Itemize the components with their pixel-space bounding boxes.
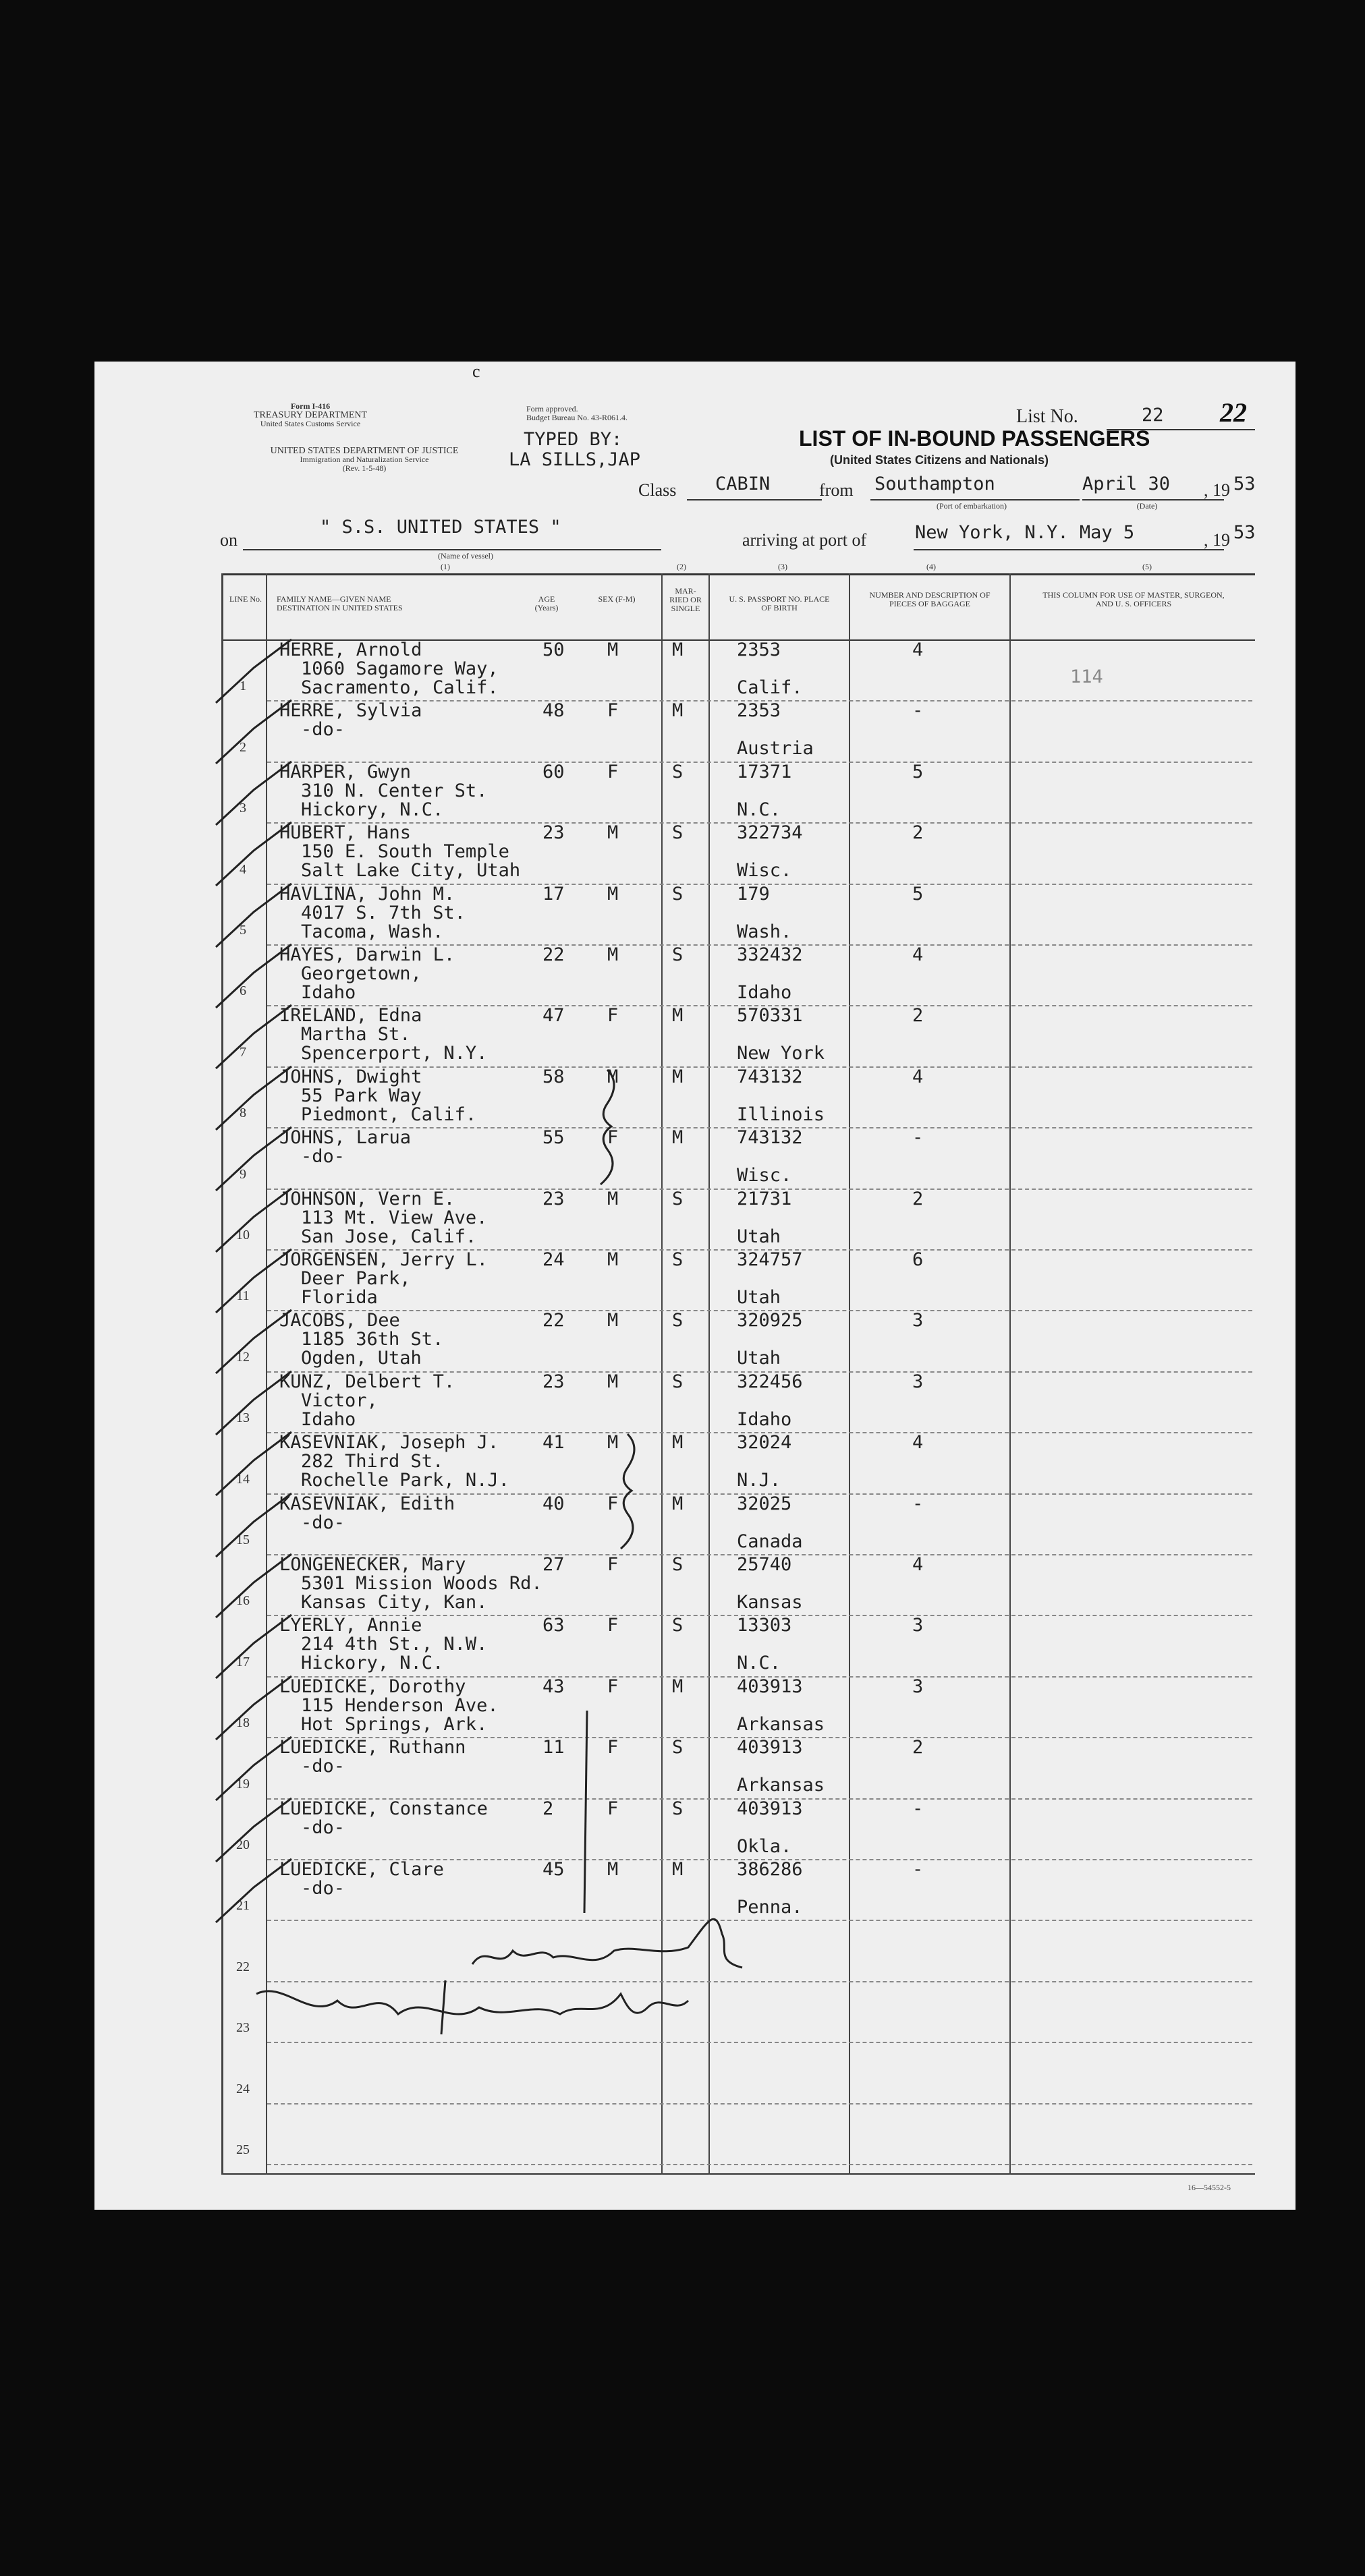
passport-number: 32025 [737, 1493, 792, 1514]
destination-street: Georgetown, [301, 963, 422, 984]
passenger-name: LONGENECKER, Mary [279, 1554, 466, 1575]
passenger-sex: M [607, 1310, 619, 1332]
arrival-year: 53 [1233, 522, 1256, 543]
destination-city: Sacramento, Calif. [301, 677, 499, 698]
passenger-age: 48 [542, 700, 565, 722]
place-of-birth: Wisc. [737, 860, 792, 882]
destination-city: Hot Springs, Ark. [301, 1713, 488, 1735]
form-approved: Form approved. [526, 404, 578, 413]
passenger-age: 23 [542, 1188, 565, 1209]
departure-date: April 30 [1082, 474, 1171, 494]
destination-street: 214 4th St., N.W. [301, 1634, 488, 1655]
destination-city: Hickory, N.C. [301, 799, 444, 820]
passenger-name: LYERLY, Annie [279, 1615, 422, 1636]
place-of-birth: New York [737, 1043, 825, 1064]
on-label: on [220, 530, 238, 550]
passenger-sex: F [607, 1737, 619, 1758]
passport-number: 743132 [737, 1066, 803, 1087]
line-number: 25 [236, 2142, 250, 2157]
baggage-count: 3 [912, 1371, 924, 1392]
line-number: 8 [240, 1106, 246, 1121]
destination-city: Kansas City, Kan. [301, 1592, 488, 1613]
list-no-value: 22 [1142, 405, 1164, 426]
passport-number: 13303 [737, 1615, 792, 1636]
passenger-name: HUBERT, Hans [279, 822, 412, 844]
passenger-age: 22 [542, 1310, 565, 1332]
passenger-sex: F [607, 1615, 619, 1636]
marital-status: S [672, 822, 684, 844]
marital-status: S [672, 1371, 684, 1392]
line-number: 22 [236, 1959, 250, 1974]
list-no-handwritten: 22 [1220, 397, 1247, 428]
place-of-birth: Wash. [737, 921, 792, 942]
passenger-sex: M [607, 1859, 619, 1880]
marital-status: S [672, 1798, 684, 1819]
baggage-count: 6 [912, 1249, 924, 1270]
passport-number: 2353 [737, 639, 781, 660]
typed-by-value: LA SILLS,JAP [509, 449, 641, 470]
passenger-sex: F [607, 761, 619, 782]
passenger-name: LUEDICKE, Dorothy [279, 1676, 466, 1697]
place-of-birth: N.C. [737, 799, 781, 820]
line-number: 14 [236, 1471, 250, 1487]
baggage-count: 4 [912, 1432, 924, 1454]
passenger-age: 24 [542, 1249, 565, 1270]
place-of-birth: Idaho [737, 982, 792, 1003]
destination-street: 5301 Mission Woods Rd. [301, 1573, 542, 1594]
place-of-birth: Austria [737, 738, 814, 760]
baggage-count: 2 [912, 822, 924, 844]
passenger-sex: M [607, 1066, 619, 1087]
passenger-sex: M [607, 1371, 619, 1392]
place-of-birth: N.C. [737, 1653, 781, 1674]
passenger-name: LUEDICKE, Clare [279, 1859, 444, 1880]
baggage-count: 4 [912, 1554, 924, 1575]
baggage-count: 5 [912, 883, 924, 905]
passenger-age: 17 [542, 883, 565, 905]
passenger-name: HAVLINA, John M. [279, 883, 455, 905]
line-number: 5 [240, 923, 246, 938]
passenger-sex: M [607, 944, 619, 965]
baggage-count: - [912, 1493, 924, 1514]
passenger-sex: M [607, 639, 619, 660]
column-header-age: AGE (Years) [534, 594, 559, 612]
destination-street: 282 Third St. [301, 1451, 444, 1472]
destination-street: 115 Henderson Ave. [301, 1694, 499, 1716]
passenger-sex: F [607, 1127, 619, 1149]
line-number: 18 [236, 1715, 250, 1731]
passenger-sex: F [607, 1005, 619, 1027]
destination-city: Spencerport, N.Y. [301, 1043, 488, 1064]
passenger-sex: M [607, 1432, 619, 1454]
line-number: 3 [240, 801, 246, 816]
place-of-birth: Okla. [737, 1835, 792, 1857]
passenger-age: 45 [542, 1859, 565, 1880]
column-header-name: FAMILY NAME—GIVEN NAME DESTINATION IN UNITED STATES [277, 594, 403, 612]
marital-status: S [672, 1737, 684, 1758]
handwritten-brackets [94, 362, 1296, 2210]
line-number: 19 [236, 1776, 250, 1792]
passenger-age: 50 [542, 639, 565, 660]
destination-street: -do- [301, 719, 345, 741]
line-number: 20 [236, 1837, 250, 1852]
departure-year-prefix: , 19 [1204, 480, 1230, 500]
passenger-name: JOHNSON, Vern E. [279, 1188, 455, 1209]
destination-city: Piedmont, Calif. [301, 1104, 477, 1125]
passport-number: 332432 [737, 944, 803, 965]
place-of-birth: N.J. [737, 1470, 781, 1491]
place-of-birth: Arkansas [737, 1775, 825, 1796]
vessel-name: " S.S. UNITED STATES " [320, 517, 561, 538]
marital-status: M [672, 1432, 684, 1454]
customs-service: United States Customs Service [260, 419, 361, 428]
passenger-name: KASEVNIAK, Joseph J. [279, 1432, 499, 1454]
place-of-birth: Utah [737, 1287, 781, 1308]
destination-street: 310 N. Center St. [301, 780, 488, 801]
marital-status: S [672, 1188, 684, 1209]
baggage-count: - [912, 1127, 924, 1149]
passenger-name: KASEVNIAK, Edith [279, 1493, 455, 1514]
passenger-name: HERRE, Sylvia [279, 700, 422, 722]
baggage-count: - [912, 1859, 924, 1880]
line-number: 6 [240, 983, 246, 999]
destination-city: Hickory, N.C. [301, 1653, 444, 1674]
revision-date: (Rev. 1-5-48) [342, 463, 387, 473]
destination-street: 1185 36th St. [301, 1329, 444, 1350]
destination-street: 1060 Sagamore Way, [301, 658, 499, 679]
passenger-name: LUEDICKE, Ruthann [279, 1737, 466, 1758]
place-of-birth: Penna. [737, 1897, 803, 1918]
passport-number: 570331 [737, 1005, 803, 1027]
passenger-name: KUNZ, Delbert T. [279, 1371, 455, 1392]
line-number: 12 [236, 1349, 250, 1365]
passenger-name: LUEDICKE, Constance [279, 1798, 488, 1819]
arrival-year-prefix: , 19 [1204, 530, 1230, 550]
line-number: 1 [240, 679, 246, 694]
passenger-age: 63 [542, 1615, 565, 1636]
destination-street: 150 E. South Temple [301, 841, 509, 863]
passport-number: 386286 [737, 1859, 803, 1880]
line-number: 17 [236, 1654, 250, 1669]
baggage-count: 4 [912, 1066, 924, 1087]
passenger-sex: M [607, 1249, 619, 1270]
typed-by-label: TYPED BY: [524, 429, 623, 450]
passenger-sex: F [607, 700, 619, 722]
place-of-birth: Utah [737, 1226, 781, 1247]
line-number: 11 [236, 1288, 250, 1304]
line-number: 21 [236, 1898, 250, 1914]
form-number: Form I-416 [290, 401, 331, 411]
baggage-count: 2 [912, 1737, 924, 1758]
baggage-count: 3 [912, 1676, 924, 1697]
destination-street: -do- [301, 1816, 345, 1838]
destination-street: -do- [301, 1512, 345, 1533]
passenger-sex: F [607, 1798, 619, 1819]
destination-city: Tacoma, Wash. [301, 921, 444, 942]
passenger-age: 55 [542, 1127, 565, 1149]
destination-street: 4017 S. 7th St. [301, 902, 466, 923]
passport-number: 32024 [737, 1432, 792, 1454]
line-number: 2 [240, 739, 246, 755]
form-footer-code: 16—54552-5 [1188, 2183, 1231, 2192]
column-header-married: MAR-RIED OR SINGLE [669, 586, 702, 613]
column-header-sex: SEX (F-M) [598, 594, 636, 604]
marital-status: S [672, 1615, 684, 1636]
line-number: 9 [240, 1166, 246, 1182]
class-value: CABIN [715, 474, 771, 494]
passenger-age: 11 [542, 1737, 565, 1758]
line-number: 7 [240, 1044, 246, 1060]
marital-status: M [672, 1859, 684, 1880]
officer-note: 114 [1070, 666, 1103, 687]
passenger-age: 47 [542, 1005, 565, 1027]
list-no-label: List No. [1016, 406, 1078, 427]
column-number: (2) [677, 562, 686, 571]
destination-street: Martha St. [301, 1024, 411, 1046]
passport-number: 2353 [737, 700, 781, 722]
column-number: (1) [441, 562, 450, 571]
passenger-age: 60 [542, 761, 565, 782]
passenger-sex: F [607, 1554, 619, 1575]
destination-city: Idaho [301, 982, 356, 1003]
budget-bureau-number: Budget Bureau No. 43-R061.4. [526, 413, 628, 422]
place-of-birth: Idaho [737, 1408, 792, 1430]
passenger-sex: M [607, 1188, 619, 1209]
departure-year: 53 [1233, 474, 1256, 494]
baggage-count: 3 [912, 1615, 924, 1636]
marital-status: M [672, 700, 684, 722]
marital-status: M [672, 1676, 684, 1697]
passport-number: 25740 [737, 1554, 792, 1575]
passenger-sex: F [607, 1493, 619, 1514]
marital-status: S [672, 1249, 684, 1270]
port-embark-caption: (Port of embarkation) [937, 501, 1007, 511]
line-number: 24 [236, 2081, 250, 2096]
manifest-page [94, 362, 1296, 2210]
column-header-passport: U. S. PASSPORT NO. PLACE OF BIRTH [729, 594, 830, 612]
passenger-name: HARPER, Gwyn [279, 761, 412, 782]
destination-street: Victor, [301, 1390, 378, 1411]
destination-street: Deer Park, [301, 1268, 411, 1289]
passenger-name: JOHNS, Larua [279, 1127, 412, 1149]
passport-number: 17371 [737, 761, 792, 782]
line-number: 15 [236, 1533, 250, 1547]
baggage-count: 4 [912, 639, 924, 660]
immigration-service: Immigration and Naturalization Service [300, 455, 429, 464]
justice-department: UNITED STATES DEPARTMENT OF JUSTICE [270, 446, 459, 456]
destination-street: -do- [301, 1878, 345, 1899]
destination-street: 55 Park Way [301, 1085, 422, 1106]
passport-number: 322734 [737, 822, 803, 844]
passenger-age: 23 [542, 822, 565, 844]
vessel-caption: (Name of vessel) [438, 551, 493, 561]
passenger-name: HERRE, Arnold [279, 639, 422, 660]
place-of-birth: Canada [737, 1530, 803, 1552]
passenger-sex: M [607, 883, 619, 905]
line-number: 4 [240, 861, 246, 877]
marital-status: S [672, 944, 684, 965]
passenger-name: JACOBS, Dee [279, 1310, 400, 1332]
passenger-age: 58 [542, 1066, 565, 1087]
place-of-birth: Wisc. [737, 1165, 792, 1186]
marital-status: S [672, 883, 684, 905]
destination-street: 113 Mt. View Ave. [301, 1207, 488, 1228]
baggage-count: - [912, 700, 924, 722]
marital-status: S [672, 1554, 684, 1575]
from-label: from [819, 480, 854, 500]
class-label: Class [638, 480, 677, 500]
date-caption: (Date) [1136, 501, 1158, 511]
baggage-count: 2 [912, 1188, 924, 1209]
passenger-name: JOHNS, Dwight [279, 1066, 422, 1087]
passport-number: 324757 [737, 1249, 803, 1270]
marital-status: M [672, 639, 684, 660]
destination-city: Florida [301, 1287, 378, 1308]
passport-number: 322456 [737, 1371, 803, 1392]
destination-city: Idaho [301, 1408, 356, 1430]
passport-number: 320925 [737, 1310, 803, 1332]
passenger-age: 22 [542, 944, 565, 965]
place-of-birth: Utah [737, 1348, 781, 1369]
passport-number: 403913 [737, 1798, 803, 1819]
column-number: (4) [926, 562, 936, 571]
column-number: (5) [1142, 562, 1152, 571]
passenger-age: 23 [542, 1371, 565, 1392]
passenger-age: 27 [542, 1554, 565, 1575]
passenger-name: JORGENSEN, Jerry L. [279, 1249, 488, 1270]
passenger-age: 2 [542, 1798, 554, 1819]
manifest-subtitle: (United States Citizens and Nationals) [830, 453, 1049, 467]
place-of-birth: Kansas [737, 1592, 803, 1613]
marital-status: S [672, 761, 684, 782]
baggage-count: 4 [912, 944, 924, 965]
line-number: 23 [236, 2020, 250, 2036]
arrival-port: New York, N.Y. May 5 [915, 522, 1135, 543]
column-header-baggage: NUMBER AND DESCRIPTION OF PIECES OF BAGGAGE [869, 590, 991, 608]
line-number: 13 [236, 1410, 250, 1426]
marital-status: M [672, 1127, 684, 1149]
passport-number: 403913 [737, 1737, 803, 1758]
manifest-title: LIST OF IN-BOUND PASSENGERS [799, 426, 1150, 451]
passenger-age: 40 [542, 1493, 565, 1514]
marital-status: M [672, 1066, 684, 1087]
treasury-department: TREASURY DEPARTMENT [253, 410, 368, 420]
passenger-age: 43 [542, 1676, 565, 1697]
baggage-count: 3 [912, 1310, 924, 1332]
from-value: Southampton [874, 474, 995, 494]
passenger-name: HAYES, Darwin L. [279, 944, 455, 965]
destination-city: Salt Lake City, Utah [301, 860, 521, 882]
passport-number: 179 [737, 883, 770, 905]
passenger-name: IRELAND, Edna [279, 1005, 422, 1027]
passport-number: 743132 [737, 1127, 803, 1149]
place-of-birth: Arkansas [737, 1713, 825, 1735]
place-of-birth: Illinois [737, 1104, 825, 1125]
destination-city: San Jose, Calif. [301, 1226, 477, 1247]
passenger-sex: M [607, 822, 619, 844]
baggage-count: 5 [912, 761, 924, 782]
marital-status: S [672, 1310, 684, 1332]
destination-street: -do- [301, 1756, 345, 1777]
passport-number: 403913 [737, 1676, 803, 1697]
passenger-age: 41 [542, 1432, 565, 1454]
destination-city: Rochelle Park, N.J. [301, 1470, 509, 1491]
marital-status: M [672, 1493, 684, 1514]
column-header-line: LINE No. [229, 594, 262, 604]
baggage-count: - [912, 1798, 924, 1819]
baggage-count: 2 [912, 1005, 924, 1027]
place-of-birth: Calif. [737, 677, 803, 698]
column-number: (3) [778, 562, 787, 571]
destination-city: Ogden, Utah [301, 1348, 422, 1369]
line-number: 10 [236, 1228, 250, 1242]
destination-street: -do- [301, 1146, 345, 1168]
arriving-label: arriving at port of [742, 530, 867, 550]
passenger-sex: F [607, 1676, 619, 1697]
marital-status: M [672, 1005, 684, 1027]
column-header-officers: THIS COLUMN FOR USE OF MASTER, SURGEON, AND U. S. OFFICERS [1042, 590, 1225, 608]
top-mark: c [472, 362, 480, 381]
line-number: 16 [236, 1593, 250, 1609]
passport-number: 21731 [737, 1188, 792, 1209]
